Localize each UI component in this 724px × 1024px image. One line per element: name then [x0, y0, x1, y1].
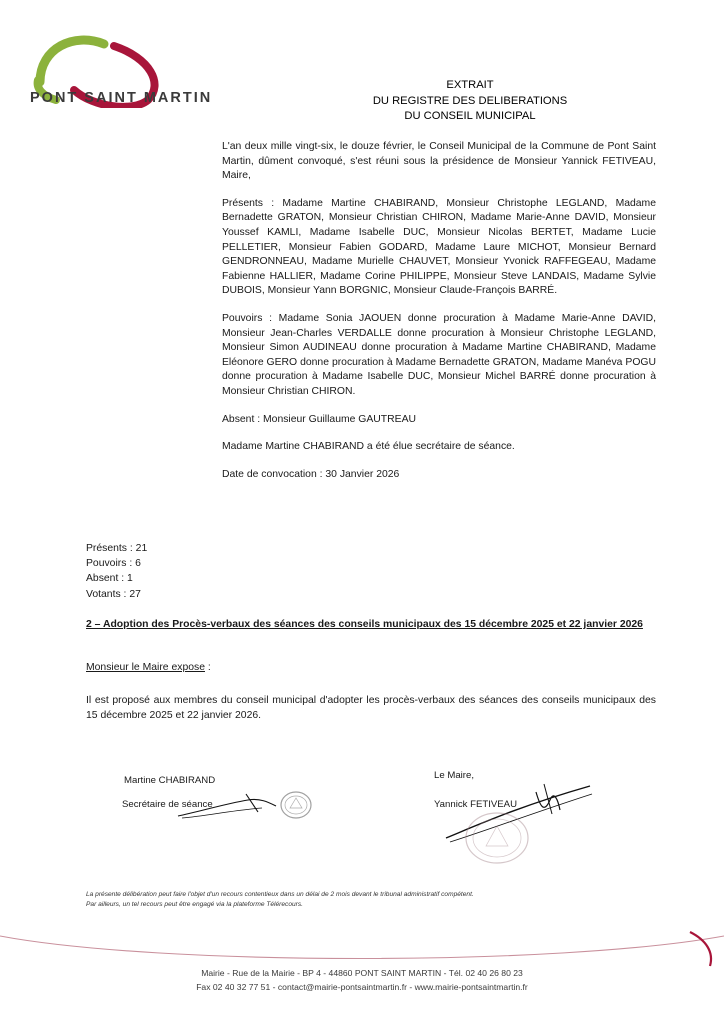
legal-footnote	[86, 890, 646, 910]
footer-contact	[0, 966, 724, 994]
paragraph-pouvoirs: Pouvoirs : Madame Sonia JAOUEN donne procuration à Madame Marie-Anne DAVID, Monsieur Jean-Charles VERDALLE donne procuration à Monsieur Christophe LEGLAND, Monsieur Simon AUDINEAU donne procuration à Madame Martine CHABIRAND, Madame Eléonore GERO donne procuration à Madame Bernadette GRATON, Madame Manéva POGU donne procuration à Madame Isabelle DUC, Monsieur Michel BARRÉ donne procuration à Monsieur Christian CHIRON.	[222, 312, 656, 397]
document-heading	[260, 78, 680, 125]
expose-line	[86, 662, 211, 673]
signature-secretary-role: Secrétaire de séance	[122, 799, 213, 810]
logo-wordmark: PONT SAINT MARTIN	[30, 90, 213, 106]
heading-line-2: DU REGISTRE DES DELIBERATIONS	[372, 94, 568, 107]
secretary-stamp-icon	[278, 790, 314, 820]
count-pouvoirs: Pouvoirs : 6	[86, 558, 141, 570]
attendance-counts	[86, 541, 147, 602]
paragraph-intro: L'an deux mille vingt-six, le douze février, le Conseil Municipal de la Commune de Pont Saint Martin, dûment convoqué, s'est réuni sous la présidence de Monsieur Yannick FETIVEAU, Maire,	[222, 141, 656, 182]
footnote-line-1: La présente délibération peut faire l'objet d'un recours contentieux dans un délai de 2 mois devant le tribunal administratif compétent.	[86, 891, 474, 898]
paragraph-presents: Présents : Madame Martine CHABIRAND, Monsieur Christophe LEGLAND, Madame Bernadette GRATON, Monsieur Christian CHIRON, Madame Marie-Anne DAVID, Monsieur Youssef KAMLI, Madame Isabelle DUC, Monsieur Nicolas BERTET, Madame Lucie PELLETIER, Monsieur Fabien GODARD, Madame Laure MICHOT, Monsieur Bernard GENDRONNEAU, Madame Murielle CHAUVET, Monsieur Yvonick RAFFEGEAU, Madame Fabienne HALLIER, Madame Corine PHILIPPE, Monsieur Steve LANDAIS, Madame Sylvie DUBOIS, Monsieur Yann BORGNIC, Monsieur Claude-François BARRÉ.	[222, 197, 656, 297]
footer-line-1: Mairie - Rue de la Mairie - BP 4 - 44860 PONT SAINT MARTIN - Tél. 02 40 26 80 23	[201, 968, 523, 978]
paragraph-convocation: Date de convocation : 30 Janvier 2026	[222, 468, 400, 480]
mayor-stamp-icon	[462, 810, 532, 866]
paragraph-secretary: Madame Martine CHABIRAND a été élue secrétaire de séance.	[222, 441, 515, 453]
signature-mayor-name: Yannick FETIVEAU	[434, 799, 517, 810]
expose-suffix: :	[204, 662, 211, 673]
expose-label: Monsieur le Maire expose	[86, 662, 205, 673]
heading-line-3: DU CONSEIL MUNICIPAL	[404, 110, 536, 122]
signature-mayor-role: Le Maire,	[434, 770, 474, 781]
heading-line-1: EXTRAIT	[446, 79, 494, 91]
commune-logo	[22, 28, 222, 108]
count-votants: Votants : 27	[86, 588, 141, 600]
footer-line-2: Fax 02 40 32 77 51 - contact@mairie-pontsaintmartin.fr - www.mairie-pontsaintmartin.fr	[196, 982, 528, 992]
proposal-text: Il est proposé aux membres du conseil municipal d'adopter les procès-verbaux des séances des conseils municipaux des 15 décembre 2025 et 22 janvier 2026.	[86, 695, 656, 721]
footer-decorative-swoosh	[0, 930, 724, 970]
count-absent: Absent : 1	[86, 573, 133, 585]
signature-secretary-name: Martine CHABIRAND	[124, 775, 216, 786]
deliberation-body	[222, 140, 656, 482]
section-title: 2 – Adoption des Procès-verbaux des séances des conseils municipaux des 15 décembre 2025 et 22 janvier 2026	[86, 619, 643, 630]
paragraph-absent: Absent : Monsieur Guillaume GAUTREAU	[222, 413, 417, 425]
footnote-line-2: Par ailleurs, un tel recours peut être engagé via la plateforme Télérecours.	[86, 901, 303, 908]
count-presents: Présents : 21	[86, 543, 148, 554]
